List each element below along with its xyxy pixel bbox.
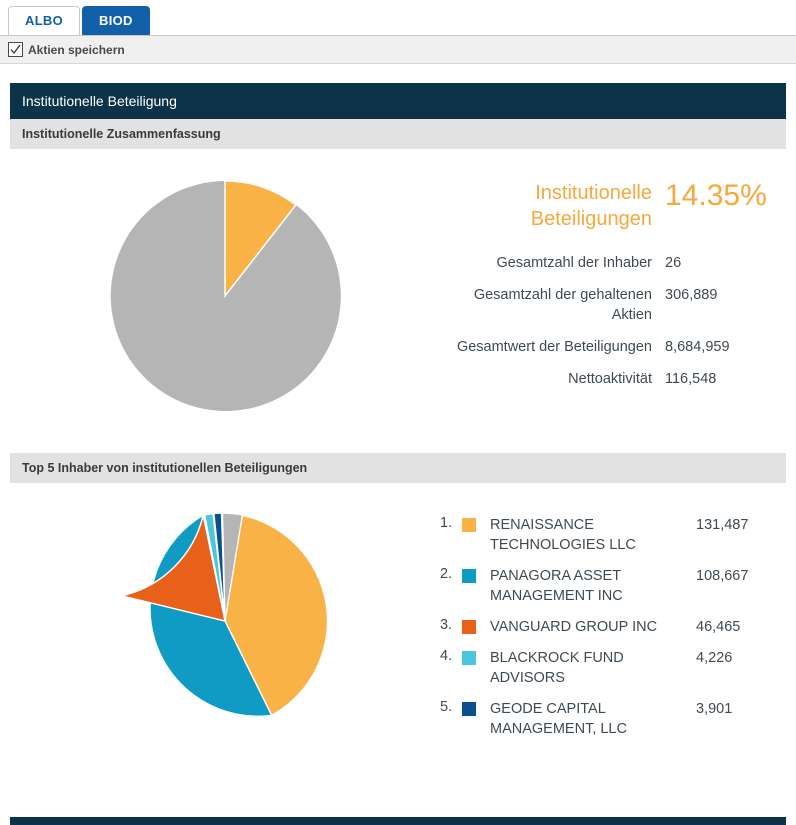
top-holders-section-title: Top 5 Inhaber von institutionellen Beteiligungen — [10, 453, 786, 483]
stat-label-total-shares-held: Gesamtzahl der gehaltenen Aktien — [473, 287, 652, 323]
list-item[interactable] — [440, 617, 768, 637]
institutional-ownership-hero-value: 14.35% — [665, 179, 767, 212]
stat-row-total-shares-held — [440, 286, 775, 325]
stat-value-total-shares-held: 306,889 — [665, 287, 718, 304]
legend-holder-name: BLACKROCK FUND ADVISORS — [490, 650, 624, 686]
ownership-pie-container — [10, 163, 440, 421]
legend-holder-name: PANAGORA ASSET MANAGEMENT INC — [490, 568, 623, 604]
top-holders-pie-container — [10, 497, 440, 741]
list-item[interactable] — [440, 566, 768, 606]
top-5-holders-pie-chart — [105, 501, 345, 741]
legend-color-swatch — [462, 651, 476, 665]
checkmark-icon — [10, 44, 21, 55]
stat-value-net-activity: 116,548 — [665, 371, 717, 388]
legend-holder-shares: 131,487 — [696, 517, 749, 533]
institutional-ownership-pie-chart — [100, 171, 350, 421]
stat-label-net-activity: Nettoaktivität — [568, 371, 652, 388]
legend-holder-shares: 4,226 — [696, 650, 733, 666]
institutional-ownership-hero — [440, 181, 775, 232]
legend-rank: 2. — [440, 566, 453, 582]
toolbar — [0, 36, 796, 64]
stat-label-total-value: Gesamtwert der Beteiligungen — [456, 339, 652, 356]
stat-label-total-holders: Gesamtzahl der Inhaber — [496, 255, 652, 272]
legend-holder-name: GEODE CAPITAL MANAGEMENT, LLC — [490, 701, 627, 737]
summary-section-title: Institutionelle Zusammenfassung — [10, 119, 786, 149]
top-holders-legend — [440, 497, 786, 750]
legend-rank: 1. — [440, 515, 453, 531]
main-content — [0, 83, 796, 750]
tab-biod-label: BIOD — [99, 13, 133, 28]
legend-rank: 4. — [440, 648, 453, 664]
list-item[interactable] — [440, 515, 768, 555]
legend-holder-shares: 108,667 — [696, 568, 749, 584]
legend-color-swatch — [462, 569, 476, 583]
tab-albo-label: ALBO — [25, 13, 64, 28]
legend-rank: 5. — [440, 699, 453, 715]
institutional-summary — [10, 163, 786, 421]
legend-holder-shares: 46,465 — [696, 619, 741, 635]
legend-rank: 3. — [440, 617, 453, 633]
save-shares-label[interactable]: Aktien speichern — [28, 42, 125, 57]
footer-bar — [10, 817, 786, 825]
legend-color-swatch — [462, 518, 476, 532]
stat-value-total-value: 8,684,959 — [665, 339, 730, 356]
tab-strip — [0, 0, 796, 36]
legend-holder-shares: 3,901 — [696, 701, 733, 717]
tab-albo[interactable] — [8, 6, 80, 35]
institutional-ownership-hero-label: Institutionelle Beteiligungen — [530, 182, 652, 230]
legend-holder-name: RENAISSANCE TECHNOLOGIES LLC — [490, 517, 636, 553]
tab-biod[interactable] — [82, 6, 150, 35]
stat-row-net-activity — [440, 370, 775, 389]
legend-color-swatch — [462, 620, 476, 634]
panel-title: Institutionelle Beteiligung — [10, 83, 786, 119]
save-shares-checkbox[interactable] — [8, 42, 23, 57]
legend-color-swatch — [462, 702, 476, 716]
summary-stats — [440, 163, 796, 403]
legend-holder-name: VANGUARD GROUP INC — [490, 619, 658, 635]
list-item[interactable] — [440, 699, 768, 739]
list-item[interactable] — [440, 648, 768, 688]
stat-value-total-holders: 26 — [665, 255, 682, 272]
stat-row-total-holders — [440, 254, 775, 273]
stat-row-total-value — [440, 338, 775, 357]
top-holders-block — [10, 497, 786, 750]
